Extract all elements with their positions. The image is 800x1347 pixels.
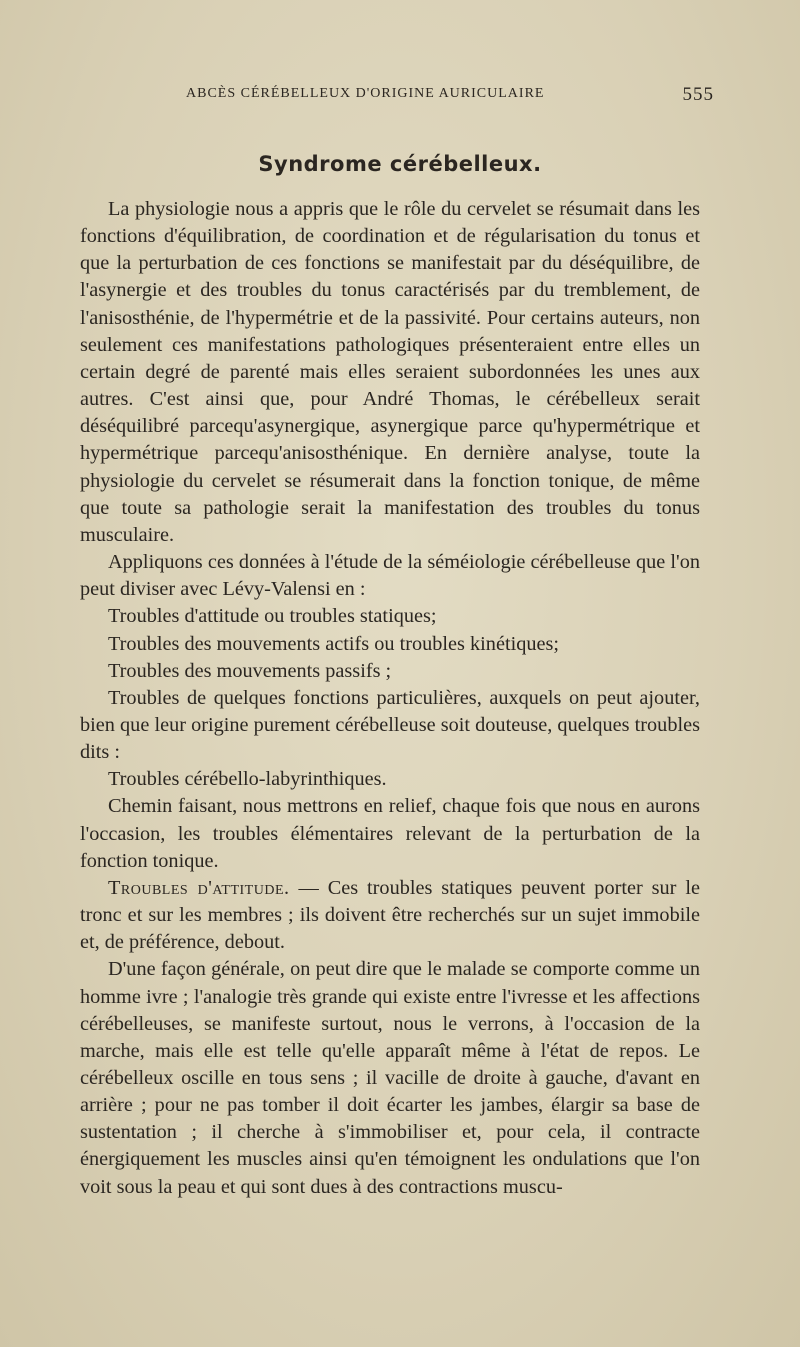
list-item: Troubles de quelques fonctions particulières, auxquels on peut ajouter, bien que leur origine purement cérébelleuse soit douteuse, quelques troubles dits : [80, 686, 700, 764]
running-title: ABCÈS CÉRÉBELLEUX D'ORIGINE AURICULAIRE [186, 86, 545, 101]
list-item: Troubles cérébello-labyrinthiques. [108, 768, 387, 791]
subsection-paragraph [80, 875, 700, 956]
subsection-text: — Ces troubles statiques peuvent porter sur le tronc et sur les membres ; ils doivent être recherchés sur un sujet immobile et, de préférence, debout. [80, 876, 700, 954]
paragraph: Appliquons ces données à l'étude de la séméiologie cérébelleuse que l'on peut diviser avec Lévy-Valensi en : [80, 551, 700, 601]
list-item: Troubles des mouvements actifs ou troubles kinétiques; [108, 632, 560, 655]
page-number: 555 [682, 84, 714, 105]
subsection-lead: Troubles d'attitude. [108, 876, 290, 899]
list-item: Troubles des mouvements passifs ; [108, 659, 392, 682]
list-item: Troubles d'attitude ou troubles statiques; [108, 605, 437, 628]
body-text [80, 196, 700, 1201]
paragraph: Chemin faisant, nous mettrons en relief, chaque fois que nous en aurons l'occasion, les troubles élémentaires relevant de la perturbation de la fonction tonique. [80, 795, 700, 872]
paragraph: La physiologie nous a appris que le rôle du cervelet se résumait dans les fonctions d'équilibration, de coordination et de régularisation du tonus et que la perturbation de ces fonctions se manifestait par du déséquilibre, de l'asynergie et des troubles du tonus caractérisés par du tremblement, de l'anisosthénie, de l'hypermétrie et de la passivité. Pour certains auteurs, non seulement ces manifestations pathologiques présenteraient entre elles un certain degré de parenté mais elles seraient subordonnées les unes aux autres. C'est ainsi que, pour André Thomas, le cérébelleux serait déséquilibré parcequ'asynergique, asynergique parce qu'hypermétrique et hypermétrique parcequ'anisosthénique. En dernière analyse, toute la physiologie du cervelet se résumerait dans la fonction tonique, de même que toute sa pathologie serait la manifestation des troubles du tonus musculaire. [80, 198, 700, 546]
section-heading: Syndrome cérébelleux. [258, 152, 542, 176]
page-header [186, 86, 714, 110]
paragraph: D'une façon générale, on peut dire que le malade se comporte comme un homme ivre ; l'analogie très grande qui existe entre l'ivresse et les affections cérébelleuses, se manifeste surtout, nous le verrons, à l'occasion de la marche, mais elle est telle qu'elle apparaît même à l'état de repos. Le cérébelleux oscille en tous sens ; il vacille de droite à gauche, d'avant en arrière ; pour ne pas tomber il doit écarter les jambes, élargir sa base de sustentation ; il cherche à s'immobiliser et, pour cela, il contracte énergiquement les muscles ainsi qu'en témoignent les ondulations que l'on voit sous la peau et qui sont dues à des contractions muscu- [80, 958, 700, 1198]
